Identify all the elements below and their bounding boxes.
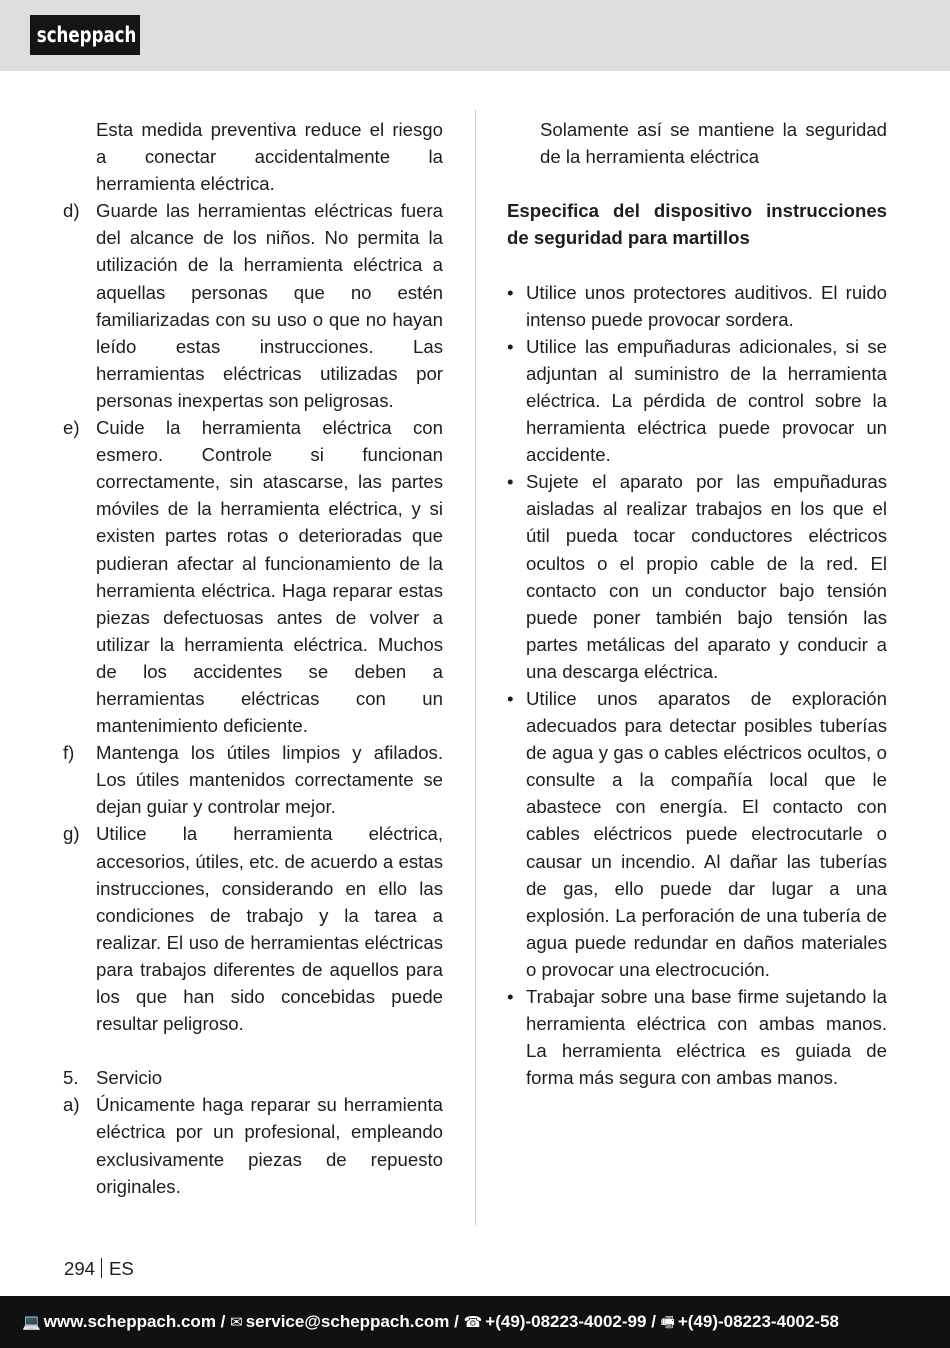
phone-number: +(49)-08223-4002-99 [485,1312,647,1331]
page-number-value: 294 [64,1258,96,1279]
page-number [64,1255,134,1282]
header-band [0,0,950,71]
bullet-item [507,983,887,1091]
bullet-text: Utilice unos aparatos de exploración adecuados para detectar posibles tuberías de agua y gas o cables eléctricos ocultos, o consulte a la compañía local que le abastece con energía. El contacto con cables eléctricos puede electrocutarle o causar un incendio. Al dañar las tuberías de gas, ello puede dar lugar a una explosión. La perforación de una tubería de agua puede redundar en daños materiales o provocar una electrocución. [526,687,887,980]
contact-bar [0,1296,950,1348]
item-text: Únicamente haga reparar su herramienta eléctrica por un profesional, empleando exclusivamente piezas de repuesto originales. [96,1094,443,1197]
bullet-text: Sujete el aparato por las empuñaduras aisladas al realizar trabajos en los que el útil pueda tocar conductores eléctricos ocultos o el propio cable de la red. El contacto con un conductor bajo tensión puede poner también bajo tensión las partes metálicas del aparato y conducir a una descarga eléctrica. [526,471,887,682]
separator: / [220,1312,226,1331]
intro-paragraph: Esta medida preventiva reduce el riesgo a conectar accidentalmente la herramienta eléctrica. [96,119,443,195]
website-link[interactable]: www.scheppach.com [43,1312,216,1331]
item-marker: d) [63,200,80,222]
list-item-e [63,414,443,739]
item-text: Utilice la herramienta eléctrica, accesorios, útiles, etc. de acuerdo a estas instrucciones, considerando en ello las condiciones de trabajo y la tarea a realizar. El uso de herramientas eléctricas para trabajos diferentes de aquellos para los que han sido concebidas puede resultar peligroso. [96,823,443,1035]
email-link[interactable]: service@scheppach.com [245,1312,450,1331]
separator: / [651,1312,656,1331]
phone-icon: ☎ [463,1313,483,1331]
left-column [63,116,443,1200]
bullet-item [507,279,887,333]
right-column [507,116,887,1091]
scheppach-logo: scheppach [30,15,140,55]
bullet-text: Trabajar sobre una base firme sujetando la herramienta eléctrica con ambas manos. La herramienta eléctrica es guiada de forma más segura con ambas manos. [526,986,887,1089]
item-text: Mantenga los útiles limpios y afilados. Los útiles mantenidos correctamente se dejan guiar y controlar mejor. [96,742,443,818]
bullet-list [507,279,887,1092]
bullet-marker: • [507,471,514,493]
language-code: ES [109,1258,134,1279]
fax-number: +(49)-08223-4002-58 [677,1312,839,1331]
bullet-text: Utilice unos protectores auditivos. El ruido intenso puede provocar sordera. [526,281,887,330]
fax-icon: 🖷 [660,1313,675,1331]
separator: / [454,1312,459,1331]
item-marker: e) [63,417,80,439]
contact-line [22,1310,839,1334]
bullet-item [507,468,887,685]
bullet-marker: • [507,986,514,1007]
list-item-a [63,1091,443,1199]
list-item-d [63,197,443,414]
bullet-marker: • [507,281,514,303]
item-marker: g) [63,823,80,845]
item-marker: a) [63,1094,80,1116]
mail-icon: ✉ [230,1313,243,1331]
section-title: Servicio [96,1067,163,1089]
computer-icon: 💻 [22,1313,41,1331]
bullet-item [507,685,887,983]
section-5-heading [63,1064,443,1091]
column-divider [475,110,476,1225]
item-marker: f) [63,742,75,764]
continuation-paragraph: Solamente así se mantiene la seguridad de la herramienta eléctrica [540,119,887,168]
item-text: Cuide la herramienta eléctrica con esmero. Controle si funcionan correctamente, sin atascarse, las partes móviles de la herramienta eléctrica, y si existen partes rotas o deterioradas que pudieran afectar al funcionamiento de la herramienta eléctrica. Haga reparar estas piezas defectuosas antes de volver a utilizar la herramienta eléctrica. Muchos de los accidentes se deben a herramientas eléctricas con un mantenimiento deficiente. [96,417,443,737]
page-separator [101,1258,102,1278]
list-item-g [63,820,443,1037]
list-item-f [63,739,443,820]
bullet-text: Utilice las empuñaduras adicionales, si se adjuntan al suministro de la herramienta eléctrica. La pérdida de control sobre la herramienta eléctrica puede provocar un accidente. [526,335,887,466]
section-number: 5. [63,1067,79,1089]
section-heading: Especifica del dispositivo instrucciones de seguridad para martillos [507,200,887,249]
bullet-marker: • [507,335,514,357]
item-text: Guarde las herramientas eléctricas fuera del alcance de los niños. No permita la utilización de la herramienta eléctrica a aquellas personas que no estén familiarizadas con su uso o que no hayan leído estas instrucciones. Las herramientas eléctricas utilizadas por personas inexpertas son peligrosas. [96,200,443,411]
bullet-marker: • [507,687,514,709]
bullet-item [507,333,887,468]
